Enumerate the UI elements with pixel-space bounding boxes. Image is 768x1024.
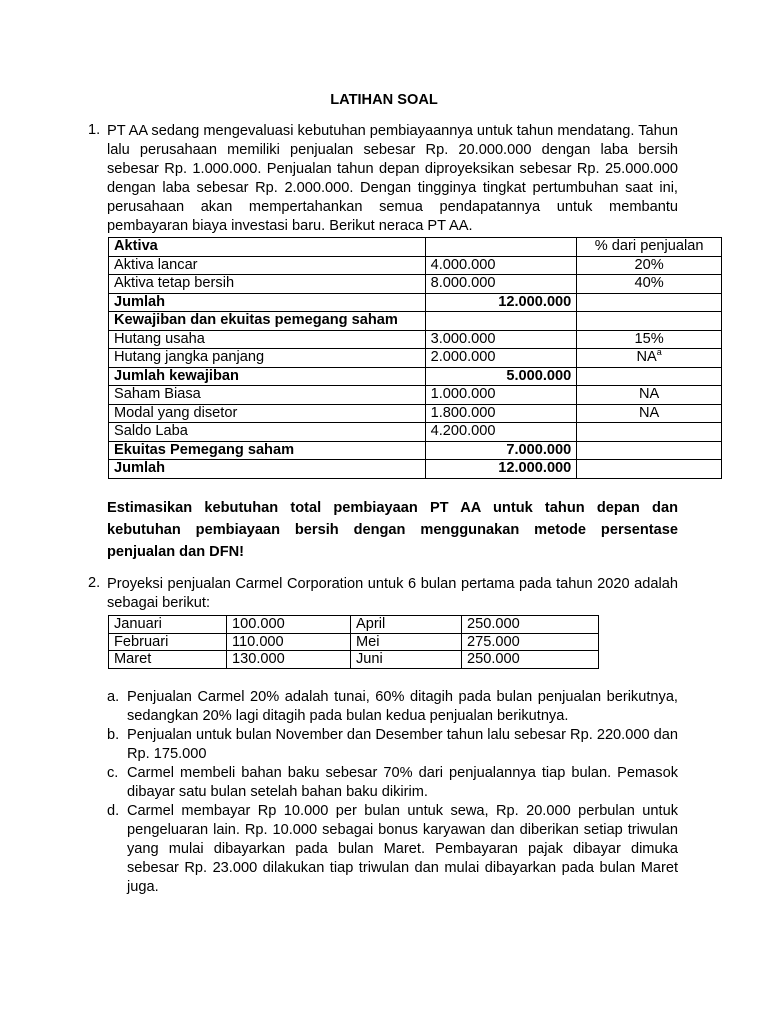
table-cell: Saldo Laba <box>109 423 426 442</box>
table-cell: Hutang jangka panjang <box>109 349 426 368</box>
table-cell: Mei <box>351 633 462 651</box>
balance-sheet-table <box>108 237 722 479</box>
table-cell: Jumlah <box>109 460 426 479</box>
table-cell <box>577 367 722 386</box>
table-cell <box>577 441 722 460</box>
table-cell: Jumlah kewajiban <box>109 367 426 386</box>
table-cell: 4.000.000 <box>425 256 577 275</box>
list-item-text: Penjualan Carmel 20% adalah tunai, 60% ditagih pada bulan penjualan berikutnya, sedangkan 20% lagi ditagih pada bulan kedua penjualan berikutnya. <box>127 689 678 724</box>
table-cell: April <box>351 616 462 634</box>
table-cell: NA <box>577 386 722 405</box>
table-cell: 3.000.000 <box>425 330 577 349</box>
table-cell: 110.000 <box>227 633 351 651</box>
list-marker: b. <box>107 727 120 743</box>
table-cell: 8.000.000 <box>425 275 577 294</box>
table-cell: 1.800.000 <box>425 404 577 423</box>
table-cell: 12.000.000 <box>425 293 577 312</box>
table-cell <box>425 238 577 257</box>
table-cell <box>577 460 722 479</box>
table-row <box>109 423 722 442</box>
table-cell <box>425 312 577 331</box>
table-cell: 250.000 <box>462 651 599 669</box>
assumptions-list <box>107 688 678 897</box>
table-cell: Jumlah <box>109 293 426 312</box>
table-cell: 275.000 <box>462 633 599 651</box>
table-cell: 5.000.000 <box>425 367 577 386</box>
table-row <box>109 330 722 349</box>
table-row <box>109 441 722 460</box>
question-number: 1. <box>88 122 101 138</box>
table-cell: Aktiva lancar <box>109 256 426 275</box>
list-item <box>107 764 678 802</box>
table-cell <box>577 423 722 442</box>
table-cell: Juni <box>351 651 462 669</box>
table-cell: NA <box>577 404 722 423</box>
table-cell: 250.000 <box>462 616 599 634</box>
table-cell: Ekuitas Pemegang saham <box>109 441 426 460</box>
table-row <box>109 293 722 312</box>
table-row <box>109 460 722 479</box>
footnote-marker: a <box>656 347 662 358</box>
table-row <box>109 404 722 423</box>
table-cell: 20% <box>577 256 722 275</box>
table-cell: 1.000.000 <box>425 386 577 405</box>
question-text: Proyeksi penjualan Carmel Corporation untuk 6 bulan pertama pada tahun 2020 adalah sebagai berikut: <box>107 576 678 611</box>
question-text: PT AA sedang mengevaluasi kebutuhan pembiayaannya untuk tahun mendatang. Tahun lalu perusahaan memiliki penjualan sebesar Rp. 20.000.000 dengan laba bersih sebesar Rp. 1.000.000. Penjualan tahun depan diproyeksikan sebesar Rp. 25.000.000 dengan laba sebesar Rp. 2.000.000. Dengan tingginya tingkat pertumbuhan saat ini, perusahaan akan mempertahankan semua pendapatannya untuk membantu pembayaran biaya investasi baru. Berikut neraca PT AA. <box>107 123 678 234</box>
table-cell: 40% <box>577 275 722 294</box>
table-cell: Aktiva <box>109 238 426 257</box>
list-item-text: Penjualan untuk bulan November dan Desember tahun lalu sebesar Rp. 220.000 dan Rp. 175.000 <box>127 727 678 762</box>
question-2 <box>88 575 678 613</box>
table-cell <box>577 349 722 368</box>
table-row <box>109 386 722 405</box>
table-cell <box>577 312 722 331</box>
cell-text: NA <box>636 349 657 366</box>
table-row <box>109 616 599 634</box>
question-1 <box>88 122 678 236</box>
table-row <box>109 651 599 669</box>
table-cell: Aktiva tetap bersih <box>109 275 426 294</box>
table-row <box>109 275 722 294</box>
table-cell: 12.000.000 <box>425 460 577 479</box>
table-cell: Modal yang disetor <box>109 404 426 423</box>
list-marker: d. <box>107 803 120 819</box>
question-instruction: Estimasikan kebutuhan total pembiayaan PT AA untuk tahun depan dan kebutuhan pembiayaan bersih dengan menggunakan metode persentase penjualan dan DFN! <box>107 500 678 560</box>
list-item-text: Carmel membayar Rp 10.000 per bulan untuk sewa, Rp. 20.000 perbulan untuk pengeluaran lain. Rp. 10.000 sebagai bonus karyawan dan diberikan setiap triwulan yang mulai dibayarkan pada bulan Maret. Pembayaran pajak dibayar dimuka sebesar Rp. 23.000 dilakukan tiap triwulan dan mulai dibayarkan pada bulan Maret juga. <box>127 803 678 895</box>
table-cell: Februari <box>109 633 227 651</box>
table-cell: Maret <box>109 651 227 669</box>
list-item <box>107 726 678 764</box>
table-cell: 7.000.000 <box>425 441 577 460</box>
table-cell: 130.000 <box>227 651 351 669</box>
list-item-text: Carmel membeli bahan baku sebesar 70% dari penjualannya tiap bulan. Pemasok dibayar satu bulan setelah bahan baku dikirim. <box>127 765 678 800</box>
list-item <box>107 688 678 726</box>
table-cell: Hutang usaha <box>109 330 426 349</box>
table-row <box>109 349 722 368</box>
question-number: 2. <box>88 575 101 591</box>
table-cell: Saham Biasa <box>109 386 426 405</box>
table-cell: 4.200.000 <box>425 423 577 442</box>
table-row <box>109 367 722 386</box>
table-cell: Kewajiban dan ekuitas pemegang saham <box>109 312 426 331</box>
list-marker: c. <box>107 765 119 781</box>
table-row <box>109 312 722 331</box>
table-cell: 15% <box>577 330 722 349</box>
list-item <box>107 802 678 897</box>
table-row <box>109 633 599 651</box>
table-cell: 2.000.000 <box>425 349 577 368</box>
table-header-row <box>109 238 722 257</box>
table-row <box>109 256 722 275</box>
page-title: LATIHAN SOAL <box>330 92 438 108</box>
table-cell: Januari <box>109 616 227 634</box>
sales-projection-table <box>108 615 599 669</box>
table-cell <box>577 293 722 312</box>
list-marker: a. <box>107 689 120 705</box>
table-cell: 100.000 <box>227 616 351 634</box>
table-cell: % dari penjualan <box>577 238 722 257</box>
